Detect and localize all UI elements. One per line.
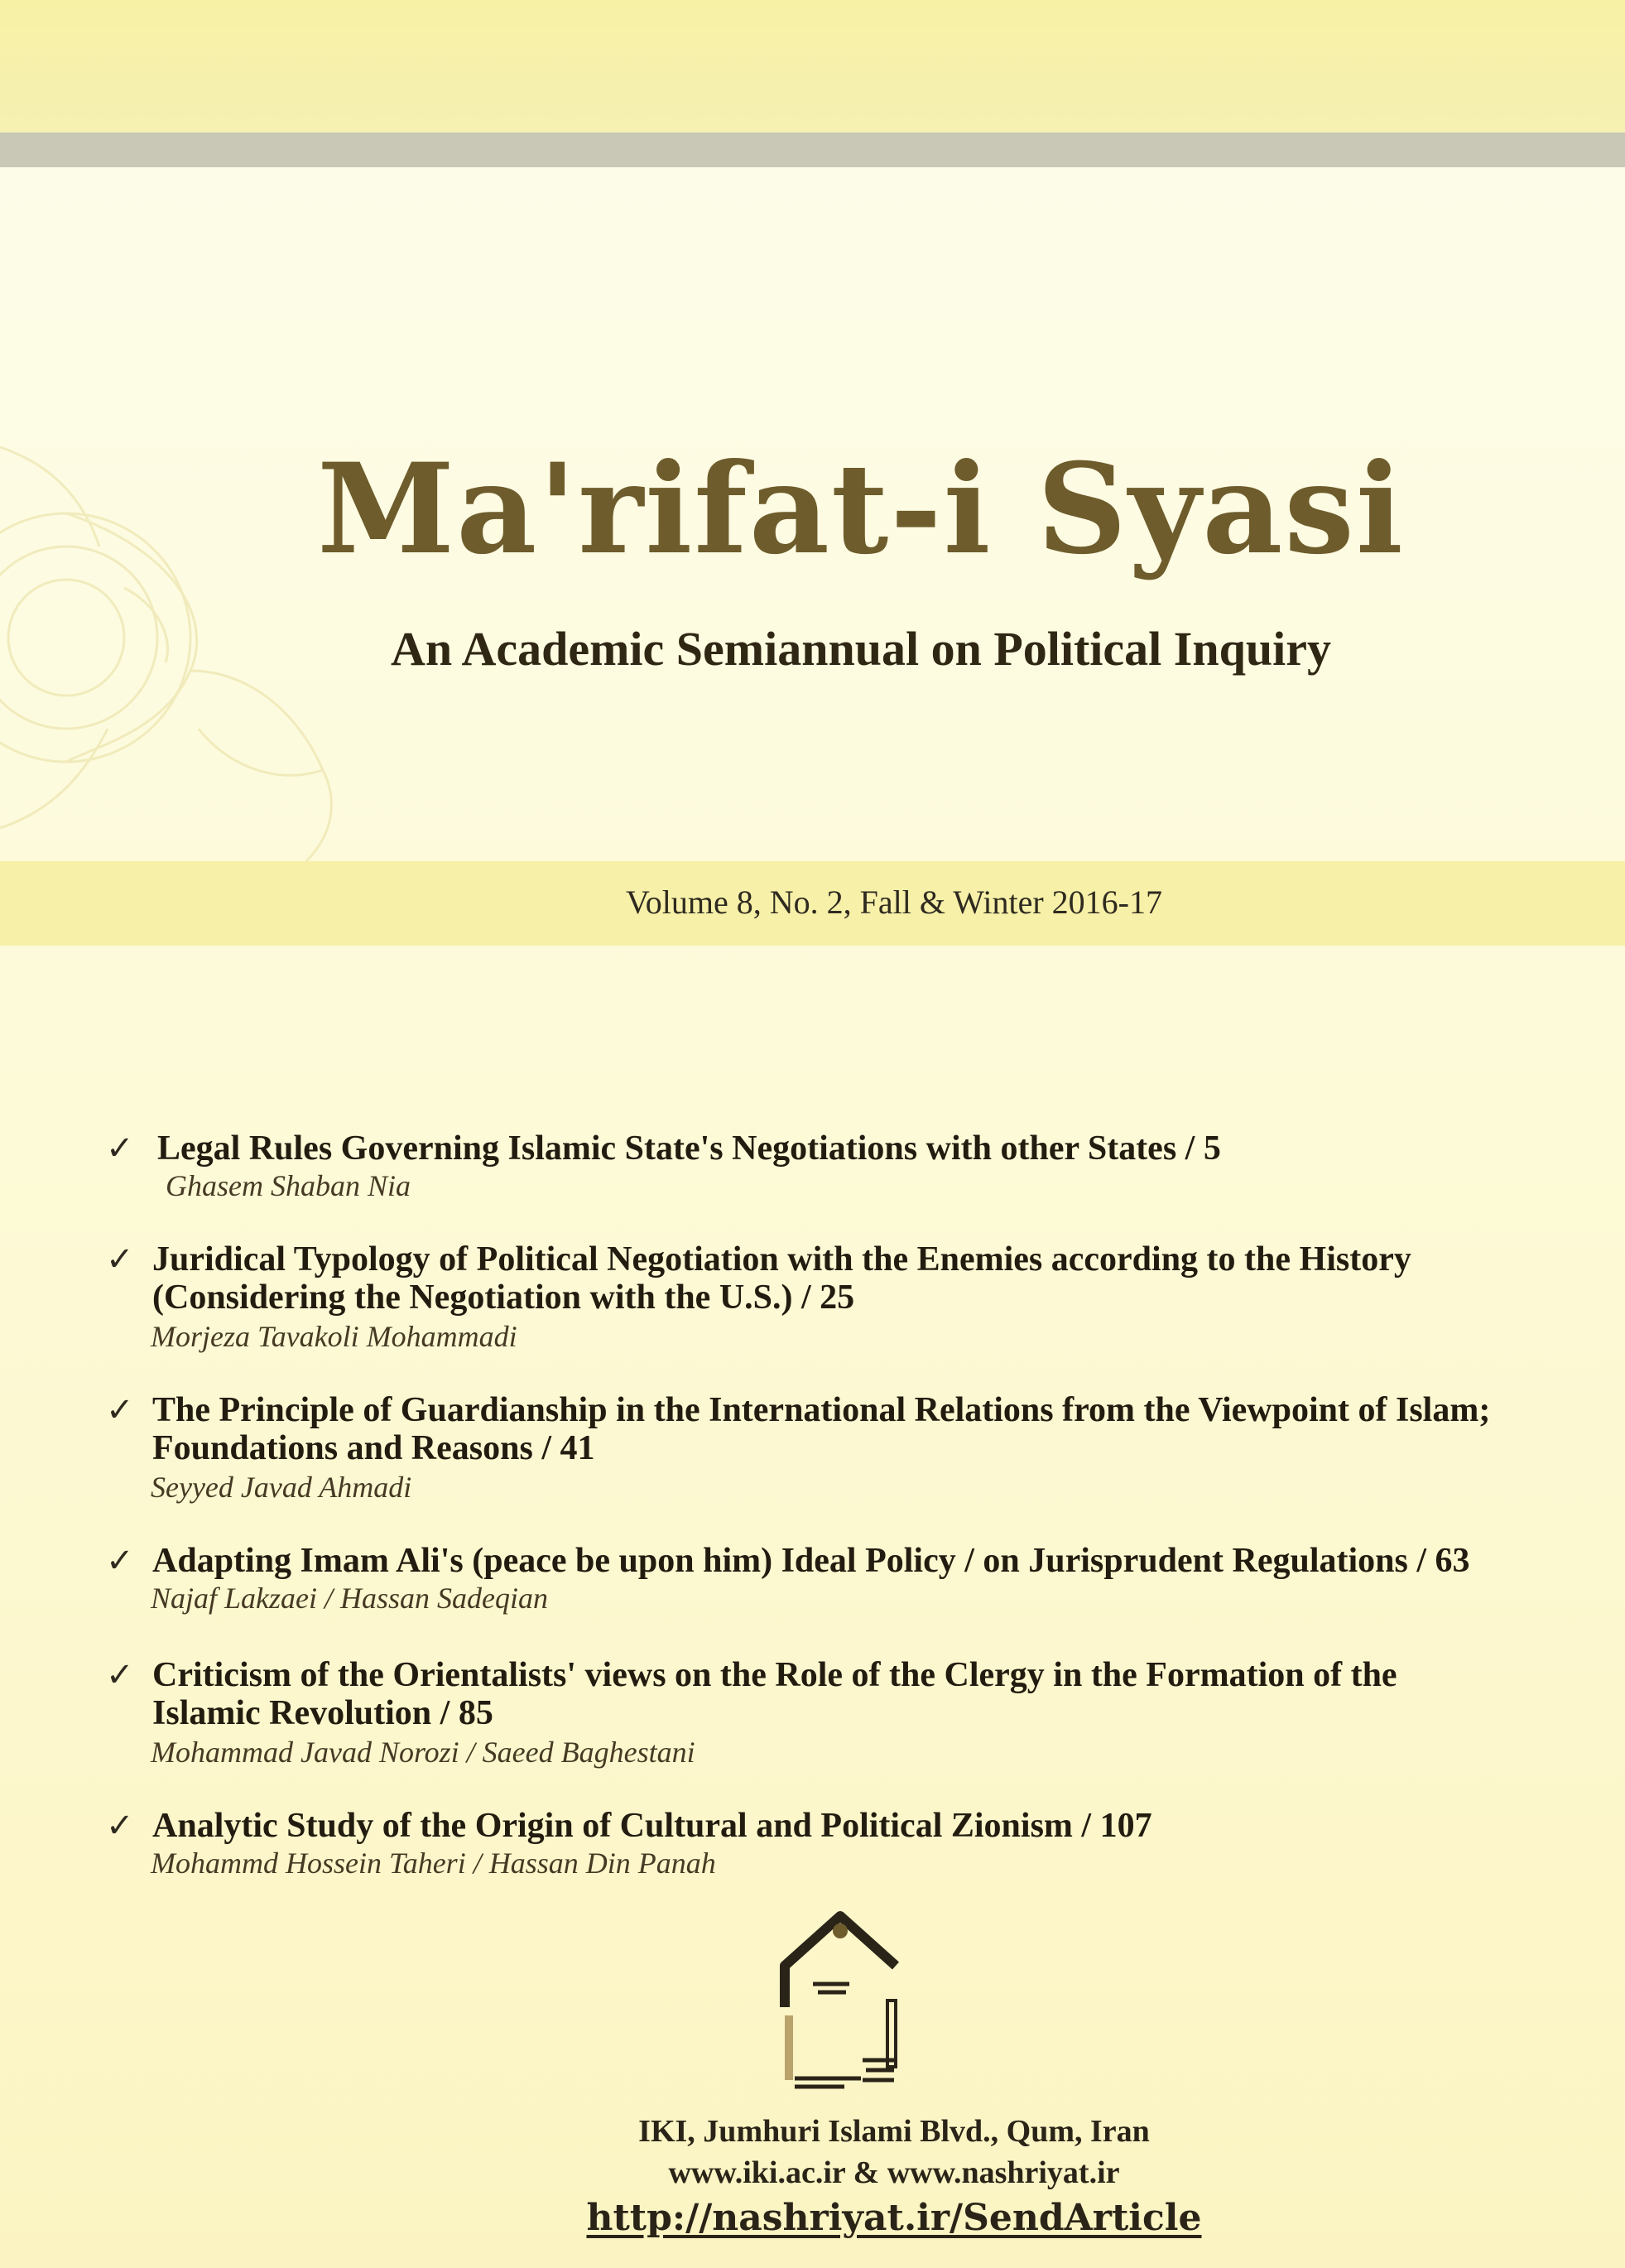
check-mark-icon: ✓ — [106, 1542, 134, 1580]
article-authors: Mohammad Javad Norozi / Saeed Baghestani — [151, 1736, 695, 1769]
check-mark-icon: ✓ — [106, 1240, 134, 1278]
article-title[interactable]: Adapting Imam Ali's (peace be upon him) Ideal Policy / on Jurisprudent Regulations / 63 — [152, 1542, 1470, 1580]
article-authors: Morjeza Tavakoli Mohammadi — [151, 1320, 517, 1353]
article-authors: Seyyed Javad Ahmadi — [151, 1471, 412, 1504]
check-mark-icon: ✓ — [106, 1391, 134, 1429]
article-authors: Mohammd Hossein Taheri / Hassan Din Panah — [151, 1847, 716, 1880]
check-mark-icon: ✓ — [106, 1807, 134, 1845]
check-mark-icon: ✓ — [106, 1129, 134, 1168]
publisher-websites[interactable]: www.iki.ac.ir & www.nashriyat.ir — [668, 2155, 1120, 2190]
article-title[interactable]: Juridical Typology of Political Negotiation with the Enemies according to the History (Considering the Negotiation with the U.S.) / 25 — [152, 1240, 1411, 1317]
volume-issue-info: Volume 8, No. 2, Fall & Winter 2016-17 — [626, 884, 1162, 921]
top-gray-band — [0, 132, 1625, 167]
top-yellow-band — [0, 0, 1625, 132]
journal-subtitle: An Academic Semiannual on Political Inquiry — [391, 622, 1331, 676]
article-authors: Ghasem Shaban Nia — [166, 1169, 411, 1202]
iki-arch-logo-icon — [770, 1908, 911, 2098]
submit-article-link[interactable]: http://nashriyat.ir/SendArticle — [586, 2197, 1202, 2239]
article-title[interactable]: Legal Rules Governing Islamic State's Negotiations with other States / 5 — [157, 1129, 1221, 1168]
journal-title: Ma'rifat-i Syasi — [317, 436, 1405, 582]
article-title[interactable]: The Principle of Guardianship in the International Relations from the Viewpoint of Islam; Foundations and Reasons / 41 — [152, 1391, 1491, 1467]
article-authors: Najaf Lakzaei / Hassan Sadeqian — [151, 1582, 549, 1615]
article-title[interactable]: Criticism of the Orientalists' views on the Role of the Clergy in the Formation of the Islamic Revolution / 85 — [152, 1656, 1397, 1732]
article-title[interactable]: Analytic Study of the Origin of Cultural and Political Zionism / 107 — [152, 1807, 1152, 1845]
publisher-address: IKI, Jumhuri Islami Blvd., Qum, Iran — [638, 2114, 1150, 2149]
check-mark-icon: ✓ — [106, 1656, 134, 1694]
